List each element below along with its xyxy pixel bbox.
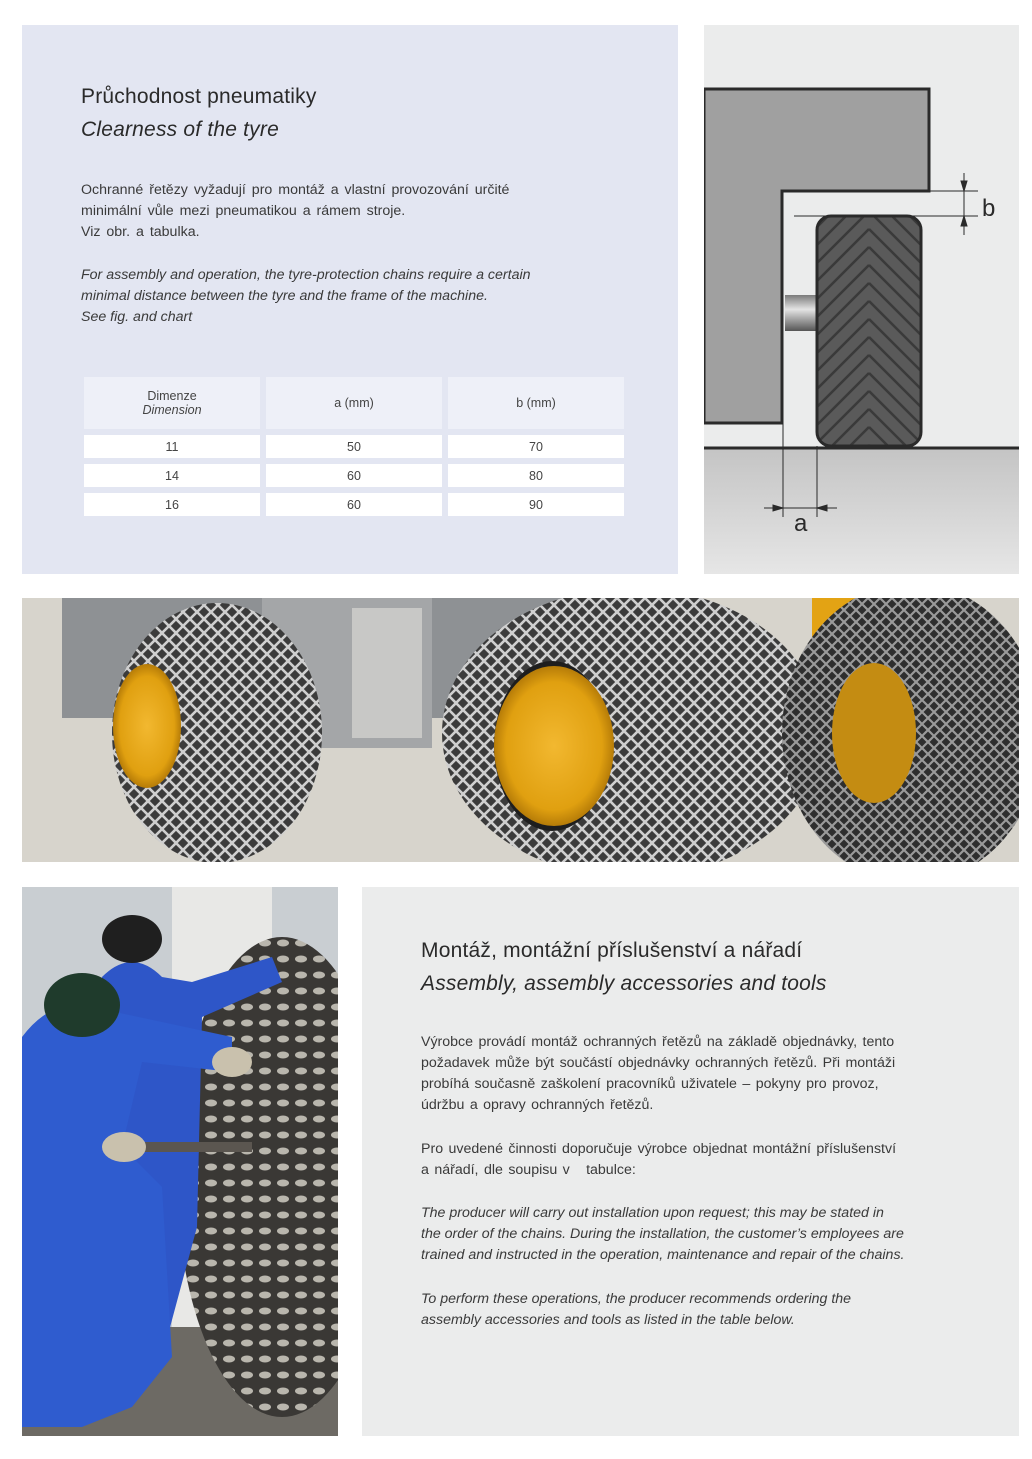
header-dimension bbox=[84, 377, 260, 429]
cell-dimension: 14 bbox=[84, 464, 260, 487]
worker-back-hat bbox=[102, 915, 162, 963]
loader-photo-illustration bbox=[22, 598, 1019, 862]
workers-photo-illustration bbox=[22, 887, 338, 1436]
assembly-text-cz-2 bbox=[421, 1139, 896, 1181]
header-dimension-cz: Dimenze bbox=[147, 389, 197, 403]
header-dimension-en: Dimension bbox=[142, 403, 202, 417]
clearance-panel bbox=[22, 25, 678, 574]
assembly-panel bbox=[362, 887, 1019, 1436]
text-line: požadavek může být součástí objednávky ochranných řetězů. Při montáži bbox=[421, 1055, 896, 1071]
cell-b: 70 bbox=[448, 435, 624, 458]
header-b: b (mm) bbox=[448, 377, 624, 429]
cell-dimension: 11 bbox=[84, 435, 260, 458]
text-line: Ochranné řetězy vyžadují pro montáž a vlastní provozování určité bbox=[81, 182, 510, 198]
table-row bbox=[84, 493, 624, 516]
table-header-row bbox=[84, 377, 624, 429]
text-line: probíhá současně zaškolení pracovníků uživatele – pokyny pro provoz, bbox=[421, 1076, 879, 1092]
cell-dimension: 16 bbox=[84, 493, 260, 516]
left-rim bbox=[113, 664, 181, 788]
text-line: a nářadí, dle soupisu v tabulce: bbox=[421, 1162, 636, 1178]
workers-assembly-photo bbox=[22, 887, 338, 1436]
label-b: b bbox=[982, 195, 996, 222]
clearance-text-cz bbox=[81, 180, 509, 243]
header-a: a (mm) bbox=[266, 377, 442, 429]
text-line: The producer will carry out installation upon request; this may be stated in bbox=[421, 1205, 884, 1221]
text-line: assembly accessories and tools as listed in the table below. bbox=[421, 1312, 795, 1328]
center-rim bbox=[494, 666, 614, 826]
assembly-text-cz-1 bbox=[421, 1032, 895, 1116]
text-line: To perform these operations, the producer recommends ordering the bbox=[421, 1291, 852, 1307]
text-line: Viz obr. a tabulka. bbox=[81, 224, 200, 240]
table-row bbox=[84, 464, 624, 487]
text-line: the order of the chains. During the installation, the customer’s employees are bbox=[421, 1226, 904, 1242]
assembly-text-en-2 bbox=[421, 1289, 851, 1331]
text-line: údržbu a opravy ochranných řetězů. bbox=[421, 1097, 654, 1113]
clearance-diagram-svg bbox=[704, 25, 1019, 574]
right-rim bbox=[832, 663, 916, 803]
cell-a: 50 bbox=[266, 435, 442, 458]
assembly-title-cz: Montáž, montážní příslušenství a nářadí bbox=[421, 939, 803, 962]
text-line: For assembly and operation, the tyre-protection chains require a certain bbox=[81, 267, 531, 283]
clearance-text-en bbox=[81, 265, 531, 328]
clearance-diagram bbox=[704, 25, 1019, 574]
cell-b: 90 bbox=[448, 493, 624, 516]
tool-bar bbox=[132, 1142, 252, 1152]
cell-a: 60 bbox=[266, 493, 442, 516]
ground bbox=[704, 448, 1019, 574]
loader-chains-photo bbox=[22, 598, 1019, 862]
worker-front-hat bbox=[44, 973, 120, 1037]
label-a: a bbox=[794, 510, 808, 537]
clearance-title-en: Clearness of the tyre bbox=[81, 118, 279, 141]
assembly-text-en-1 bbox=[421, 1203, 904, 1266]
assembly-title-en: Assembly, assembly accessories and tools bbox=[421, 972, 827, 995]
table-row bbox=[84, 435, 624, 458]
loader-step bbox=[352, 608, 422, 738]
axle bbox=[785, 295, 818, 331]
clearance-table bbox=[78, 371, 630, 522]
text-line: Výrobce provádí montáž ochranných řetězů na základě objednávky, tento bbox=[421, 1034, 895, 1050]
text-line: minimal distance between the tyre and the frame of the machine. bbox=[81, 288, 488, 304]
text-line: Pro uvedené činnosti doporučuje výrobce objednat montážní příslušenství bbox=[421, 1141, 897, 1157]
cell-a: 60 bbox=[266, 464, 442, 487]
clearance-title-cz: Průchodnost pneumatiky bbox=[81, 85, 317, 108]
text-line: See fig. and chart bbox=[81, 309, 193, 325]
text-line: minimální vůle mezi pneumatikou a rámem stroje. bbox=[81, 203, 406, 219]
cell-b: 80 bbox=[448, 464, 624, 487]
glove bbox=[212, 1047, 252, 1077]
glove bbox=[102, 1132, 146, 1162]
text-line: trained and instructed in the operation, maintenance and repair of the chains. bbox=[421, 1247, 905, 1263]
